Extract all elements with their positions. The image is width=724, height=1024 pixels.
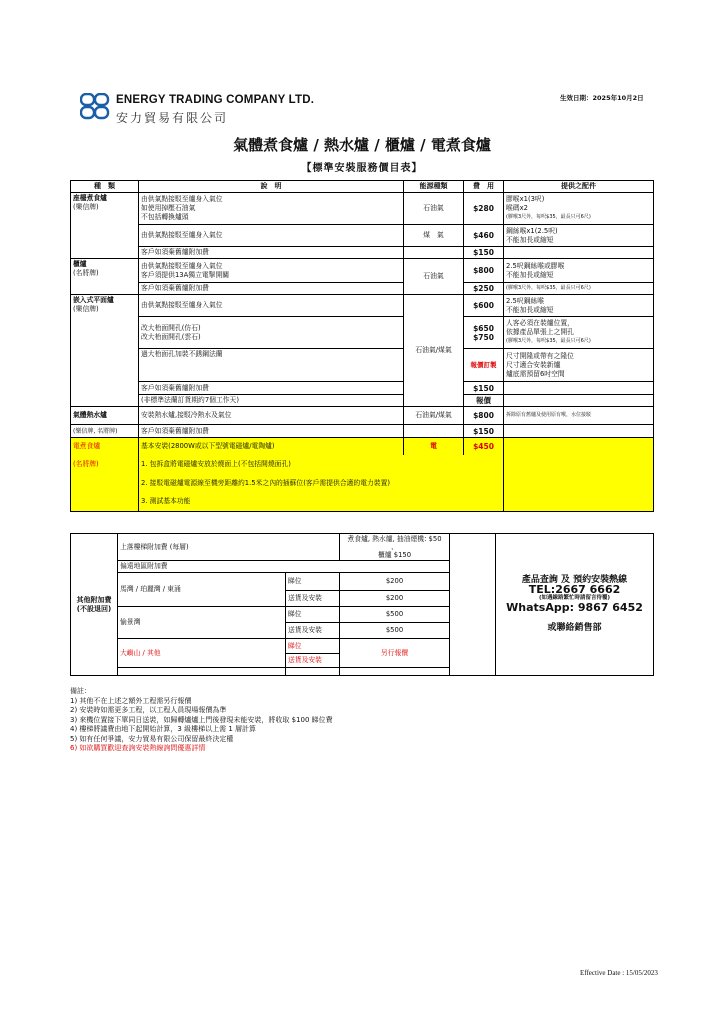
fee-line: 、 — [391, 543, 398, 551]
desc-cell: 過大枱面孔加裝不銹鋼法蘭 — [139, 349, 404, 382]
notes — [70, 687, 333, 754]
company-name-zh: 安力貿易有限公司 — [116, 111, 229, 125]
note-item-red: 6) 如欲購買歡迎查詢安裝熱線詢問優惠詳情 — [70, 744, 206, 752]
fee-cell: $500 — [340, 623, 450, 639]
type-label: 櫃爐 — [73, 260, 87, 268]
area-label: 愉景灣 — [118, 607, 286, 639]
contact-title: 產品查詢 及 預約安裝熱線 — [521, 575, 628, 585]
col-type: 種 類 — [71, 181, 139, 193]
acc-line: 鋼絲喉x1(2.5呎) — [506, 226, 558, 235]
type-label: 氣體熱水爐 — [71, 407, 139, 425]
desc-line: 如使用掉壓石油氣 — [141, 204, 196, 212]
area-label: 大嶼山 / 其他 — [118, 639, 286, 668]
acc-line: 不能加長或縮短 — [506, 235, 554, 244]
fee-line: 煮食爐, 熱水爐, 抽油煙機: $50 — [347, 535, 442, 543]
table-row — [71, 193, 654, 225]
brand-label: (樂信牌, 名將牌) — [71, 425, 139, 438]
col-energy: 能源種類 — [404, 181, 464, 193]
fee-cell: $200 — [340, 573, 450, 591]
desc-cell: 安裝熱水爐,接駁冷熱水及氣位 — [139, 407, 404, 425]
desc-cell: 1. 包拆盒將電磁爐安放於燒面上(不包括開燒面孔) — [139, 455, 504, 474]
option-label: 送貨及安裝 — [286, 591, 340, 607]
fee-line: $750 — [473, 332, 494, 342]
energy-cell: 石油氣 — [404, 259, 464, 295]
contact-whatsapp[interactable]: WhatsApp: 9867 6452 — [506, 601, 643, 614]
effective-date-footer: Effective Date : 15/05/2023 — [580, 969, 658, 977]
table-row — [71, 534, 654, 561]
desc-line: 改大枱面開孔(雲石) — [141, 332, 201, 341]
acc-note: (膠喉3尺外，每呎$35，最長只可6尺) — [506, 214, 591, 220]
desc-line: 不包括轉換爐頭 — [141, 213, 189, 221]
acc-line: 尺寸適合安裝新爐 — [506, 360, 561, 369]
page-subtitle: 【標準安裝服務價目表】 — [301, 163, 423, 174]
effective-date-zh: 生效日期：2025年10月2日 — [560, 94, 644, 102]
note-item: 4) 樓梯將議費由地下起開始計算，3 級樓梯以上需 1 層計算 — [70, 725, 256, 733]
energy-cell: 石油氣/煤氣 — [404, 295, 464, 407]
acc-line: 依據產品單張上之開孔 — [506, 328, 574, 336]
table-row-electric — [71, 438, 654, 455]
fee-line: 櫃爐 $150 — [377, 551, 412, 559]
stairs-label: 上落樓梯附加費 (每層) — [118, 534, 340, 561]
option-label: 送貨及安裝 — [286, 654, 340, 668]
acc-line: 喉碼x2 — [506, 204, 528, 212]
table-row — [71, 382, 654, 395]
price-table — [70, 180, 654, 512]
type-label: 嵌入式平面爐 — [73, 296, 114, 304]
table-row — [71, 247, 654, 259]
col-desc: 說 明 — [139, 181, 404, 193]
contact-note: (如遇線路繁忙時請留言待覆) — [539, 595, 611, 601]
table-row — [71, 295, 654, 317]
option-label: 睇位 — [286, 607, 340, 623]
energy-cell: 石油氣/煤氣 — [404, 407, 464, 425]
option-label: 睇位 — [286, 573, 340, 591]
desc-cell: 由供氣點接駁至爐身入氣位 — [139, 225, 404, 247]
desc-cell: 基本安裝(2800W或以下型號電磁爐/電陶爐) — [139, 438, 404, 455]
desc-line: 由供氣點接駁至爐身入氣位 — [141, 195, 223, 203]
fee-cell: $800 — [464, 407, 504, 425]
fee-cell: $450 — [464, 438, 504, 455]
desc-cell: 3. 測試基本功能 — [139, 493, 504, 512]
company-name-en: ENERGY TRADING COMPANY LTD. — [116, 94, 315, 106]
type-label: 電煮食爐 — [71, 438, 139, 455]
desc-cell: 客戶如須棄舊爐附加費 — [139, 247, 404, 259]
option-label: 睇位 — [286, 639, 340, 654]
acc-note: (膠喉3尺外，每呎$35，最長只可6尺) — [504, 283, 654, 295]
brand-label: (樂信牌) — [73, 305, 99, 313]
table-row-electric — [71, 474, 654, 493]
table-row — [71, 225, 654, 247]
fee-cell: $800 — [464, 259, 504, 283]
note-item: 5) 如有任何爭議，安力貿易有限公司保留最終決定權 — [70, 734, 234, 743]
energy-cell: 石油氣 — [404, 193, 464, 225]
brand-label: (名將牌) — [71, 455, 139, 474]
acc-line: 不能加長或縮短 — [506, 270, 554, 279]
table-row — [71, 407, 654, 425]
energy-cell: 煤 氣 — [404, 225, 464, 247]
contact-sales: 或聯絡銷售部 — [547, 623, 602, 633]
table-row — [71, 349, 654, 382]
option-label: 送貨及安裝 — [286, 623, 340, 639]
fee-cell: $460 — [464, 225, 504, 247]
table-row — [71, 259, 654, 283]
contact-box — [496, 534, 654, 676]
extra-label: 其他附加費 — [76, 595, 112, 604]
desc-cell: 2. 接駁電磁爐電源線至機旁距離約1.5米之內的插蘇位(客戶需提供合適的電力裝置) — [139, 474, 504, 493]
table-row-electric — [71, 493, 654, 512]
fee-cell: $150 — [464, 425, 504, 438]
brand-label: (名將牌) — [73, 269, 99, 277]
table-header-row — [71, 181, 654, 193]
desc-cell: (非標準法蘭訂貨期約7個工作天) — [139, 395, 404, 407]
acc-line: 2.5呎鋼絲喉或膠喉 — [506, 261, 565, 270]
col-accessories: 提供之配件 — [504, 181, 654, 193]
table-row — [71, 395, 654, 407]
desc-cell: 客戶如須棄舊爐附加費 — [139, 382, 404, 395]
fee-cell: $150 — [464, 247, 504, 259]
fee-line: $650 — [473, 323, 494, 333]
fee-cell: $500 — [340, 607, 450, 623]
acc-line: 膠喉x1(3呎) — [506, 195, 545, 203]
acc-note: (膠喉3尺外，每呎$35，最長只可6尺) — [506, 338, 591, 344]
notes-title: 備註： — [70, 687, 91, 695]
note-item: 1) 其他不在上述之額外工程需另行報價 — [70, 696, 192, 705]
fee-cell: 報價訂製 — [464, 349, 504, 382]
acc-line: 人客必須在裝爐位置， — [506, 319, 574, 327]
acc-line: 不能加長或縮短 — [506, 305, 554, 314]
type-label: 座檯煮食爐 — [73, 194, 107, 202]
fee-cell: $280 — [464, 193, 504, 225]
remote-title: 偏遠地區附加費 — [118, 561, 450, 573]
desc-cell: 由供氣點接駁至爐身入氣位 — [139, 295, 404, 317]
page-title: 氣體煮食爐 / 熱水爐 / 櫃爐 / 電煮食爐 — [233, 136, 491, 154]
desc-line: 改大枱面開孔(仿石) — [141, 323, 201, 332]
company-logo-icon — [80, 93, 110, 120]
extra-charges-table — [70, 533, 654, 676]
area-label: 馬灣 / 珀麗灣 / 東涌 — [118, 573, 286, 607]
fee-cell: $600 — [464, 295, 504, 317]
acc-line: 2.5呎鋼絲喉 — [506, 296, 544, 305]
desc-line: 由供氣點接駁至爐身入氣位 — [141, 261, 223, 270]
acc-line: 爐底需預留6吋空間 — [506, 369, 565, 378]
fee-cell: 另行報價 — [340, 639, 450, 668]
fee-cell: $250 — [464, 283, 504, 295]
table-row — [71, 283, 654, 295]
fee-cell: 報價 — [464, 395, 504, 407]
fee-cell: $150 — [464, 382, 504, 395]
desc-cell: 客戶如須棄舊爐附加費 — [139, 283, 404, 295]
table-row — [71, 425, 654, 438]
desc-line: 客戶須提供13A獨立電掣開關 — [141, 270, 230, 279]
brand-label: (樂信牌) — [73, 203, 99, 211]
acc-line: 尺寸開隆或帶有之隆位 — [506, 351, 574, 360]
col-fee: 費 用 — [464, 181, 504, 193]
desc-cell: 客戶如須棄舊爐附加費 — [139, 425, 404, 438]
note-item: 2) 安裝時如需更多工程，以工程人員現場報價為準 — [70, 706, 227, 714]
extra-label-sub: (不設退回) — [76, 604, 112, 613]
acc-note: 拆除原有舊爐及使用原有喉，水位接駁 — [504, 407, 654, 425]
table-row-electric — [71, 455, 654, 474]
energy-cell: 電 — [404, 438, 464, 455]
contact-tel[interactable]: TEL:2667 6662 — [528, 583, 621, 596]
note-item: 3) 來機位置接下單同日送裝，如歸轉爐爐上門後發現未能安裝，將收取 $100 睇位費 — [70, 715, 333, 724]
table-row — [71, 317, 654, 349]
fee-cell: $200 — [340, 591, 450, 607]
